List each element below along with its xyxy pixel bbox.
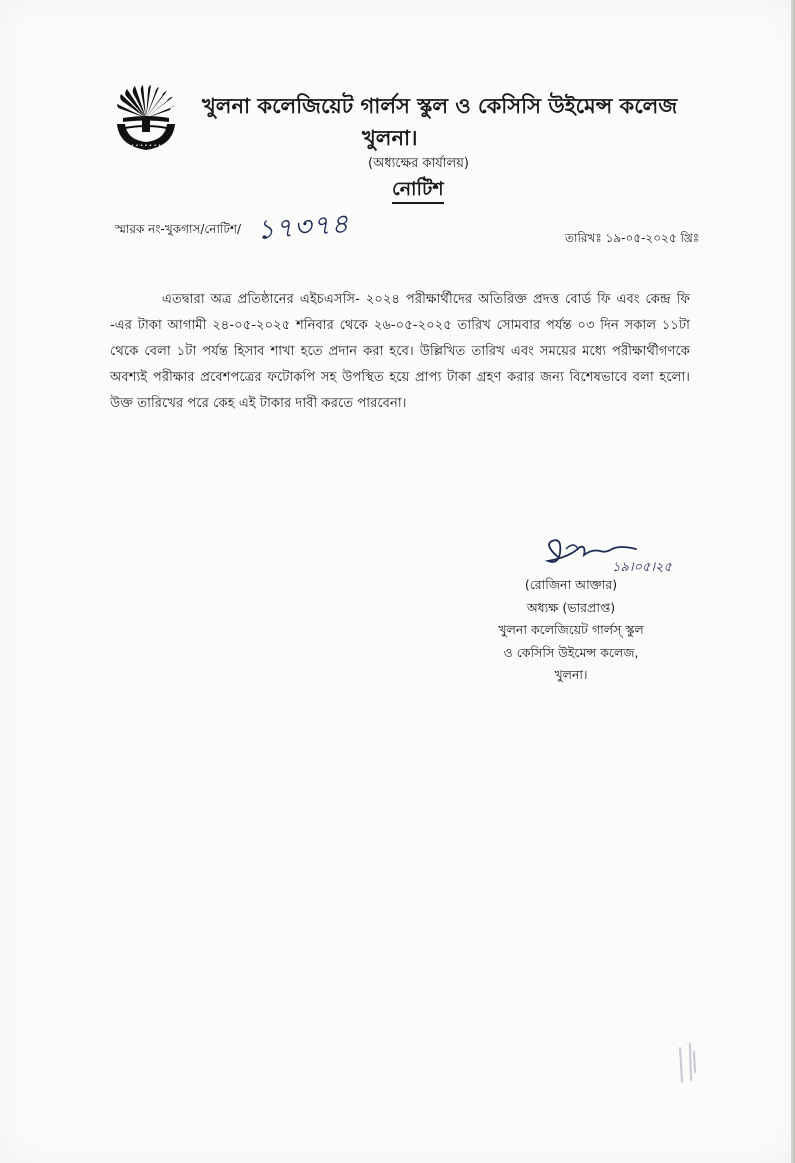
paper-smudge-mark — [676, 1042, 698, 1086]
notice-title: নোটিশ — [392, 176, 444, 204]
signatory-institution-line2: ও কেসিসি উইমেন্স কলেজ, — [503, 644, 639, 660]
principal-signature-icon — [540, 535, 680, 577]
notice-date: তারিখঃ ১৯-০৫-২০২৫ খ্রিঃ — [565, 231, 700, 245]
memo-label: স্মারক নং-খুকগাস/নোটিশ/ — [115, 222, 242, 236]
signatory-designation: অধ্যক্ষ (ভারপ্রাপ্ত) — [526, 599, 616, 615]
signatory-institution-line3: খুলনা। — [554, 667, 588, 682]
paper-edge — [791, 0, 795, 1163]
institution-name-heading: খুলনা কলেজিয়েট গার্লস স্কুল ও কেসিসি উইমেন্স কলেজ — [202, 94, 678, 118]
signatory-institution-line1: খুলনা কলেজিয়েট গার্লস্ স্কুল — [498, 622, 644, 637]
city-heading: খুলনা। — [362, 126, 418, 150]
signatory-name: (রোজিনা আক্তার) — [524, 577, 618, 592]
memo-number-handwritten: ১৭৩৭৪ — [255, 208, 351, 246]
office-subtitle: (অধ্যক্ষের কার্যালয়) — [368, 156, 469, 171]
svg-text:• • • • • • •: • • • • • • • — [130, 143, 162, 149]
institution-logo-icon — [113, 84, 179, 152]
signatory-block — [492, 574, 650, 687]
notice-body-paragraph: এতদ্বারা অত্র প্রতিষ্ঠানের এইচএসসি- ২০২৪ পরীক্ষার্থীদের অতিরিক্ত প্রদত্ত বোর্ড ফি এবং কেন্দ্র ফি -এর টাকা আগামী ২৪-০৫-২০২৫ শনিবার থেকে ২৬-০৫-২০২৫ তারিখ সোমবার পর্যন্ত ০৩ দিন সকাল ১১টা থেকে বেলা ১টা পর্যন্ত হিসাব শাখা হতে প্রদান করা হবে। উল্লিখিত তারিখ এবং সময়ের মধ্যে পরীক্ষার্থীগণকে অবশ্যই পরীক্ষার প্রবেশপত্রের ফটোকপি সহ উপস্থিত হয়ে প্রাপ্য টাকা গ্রহণ করার জন্য বিশেষভাবে বলা হলো। উক্ত তারিখের পরে কেহ এই টাকার দাবী করতে পারবেনা। — [110, 292, 690, 411]
signature-date: ১৯।০৫।২৫ — [612, 560, 672, 575]
